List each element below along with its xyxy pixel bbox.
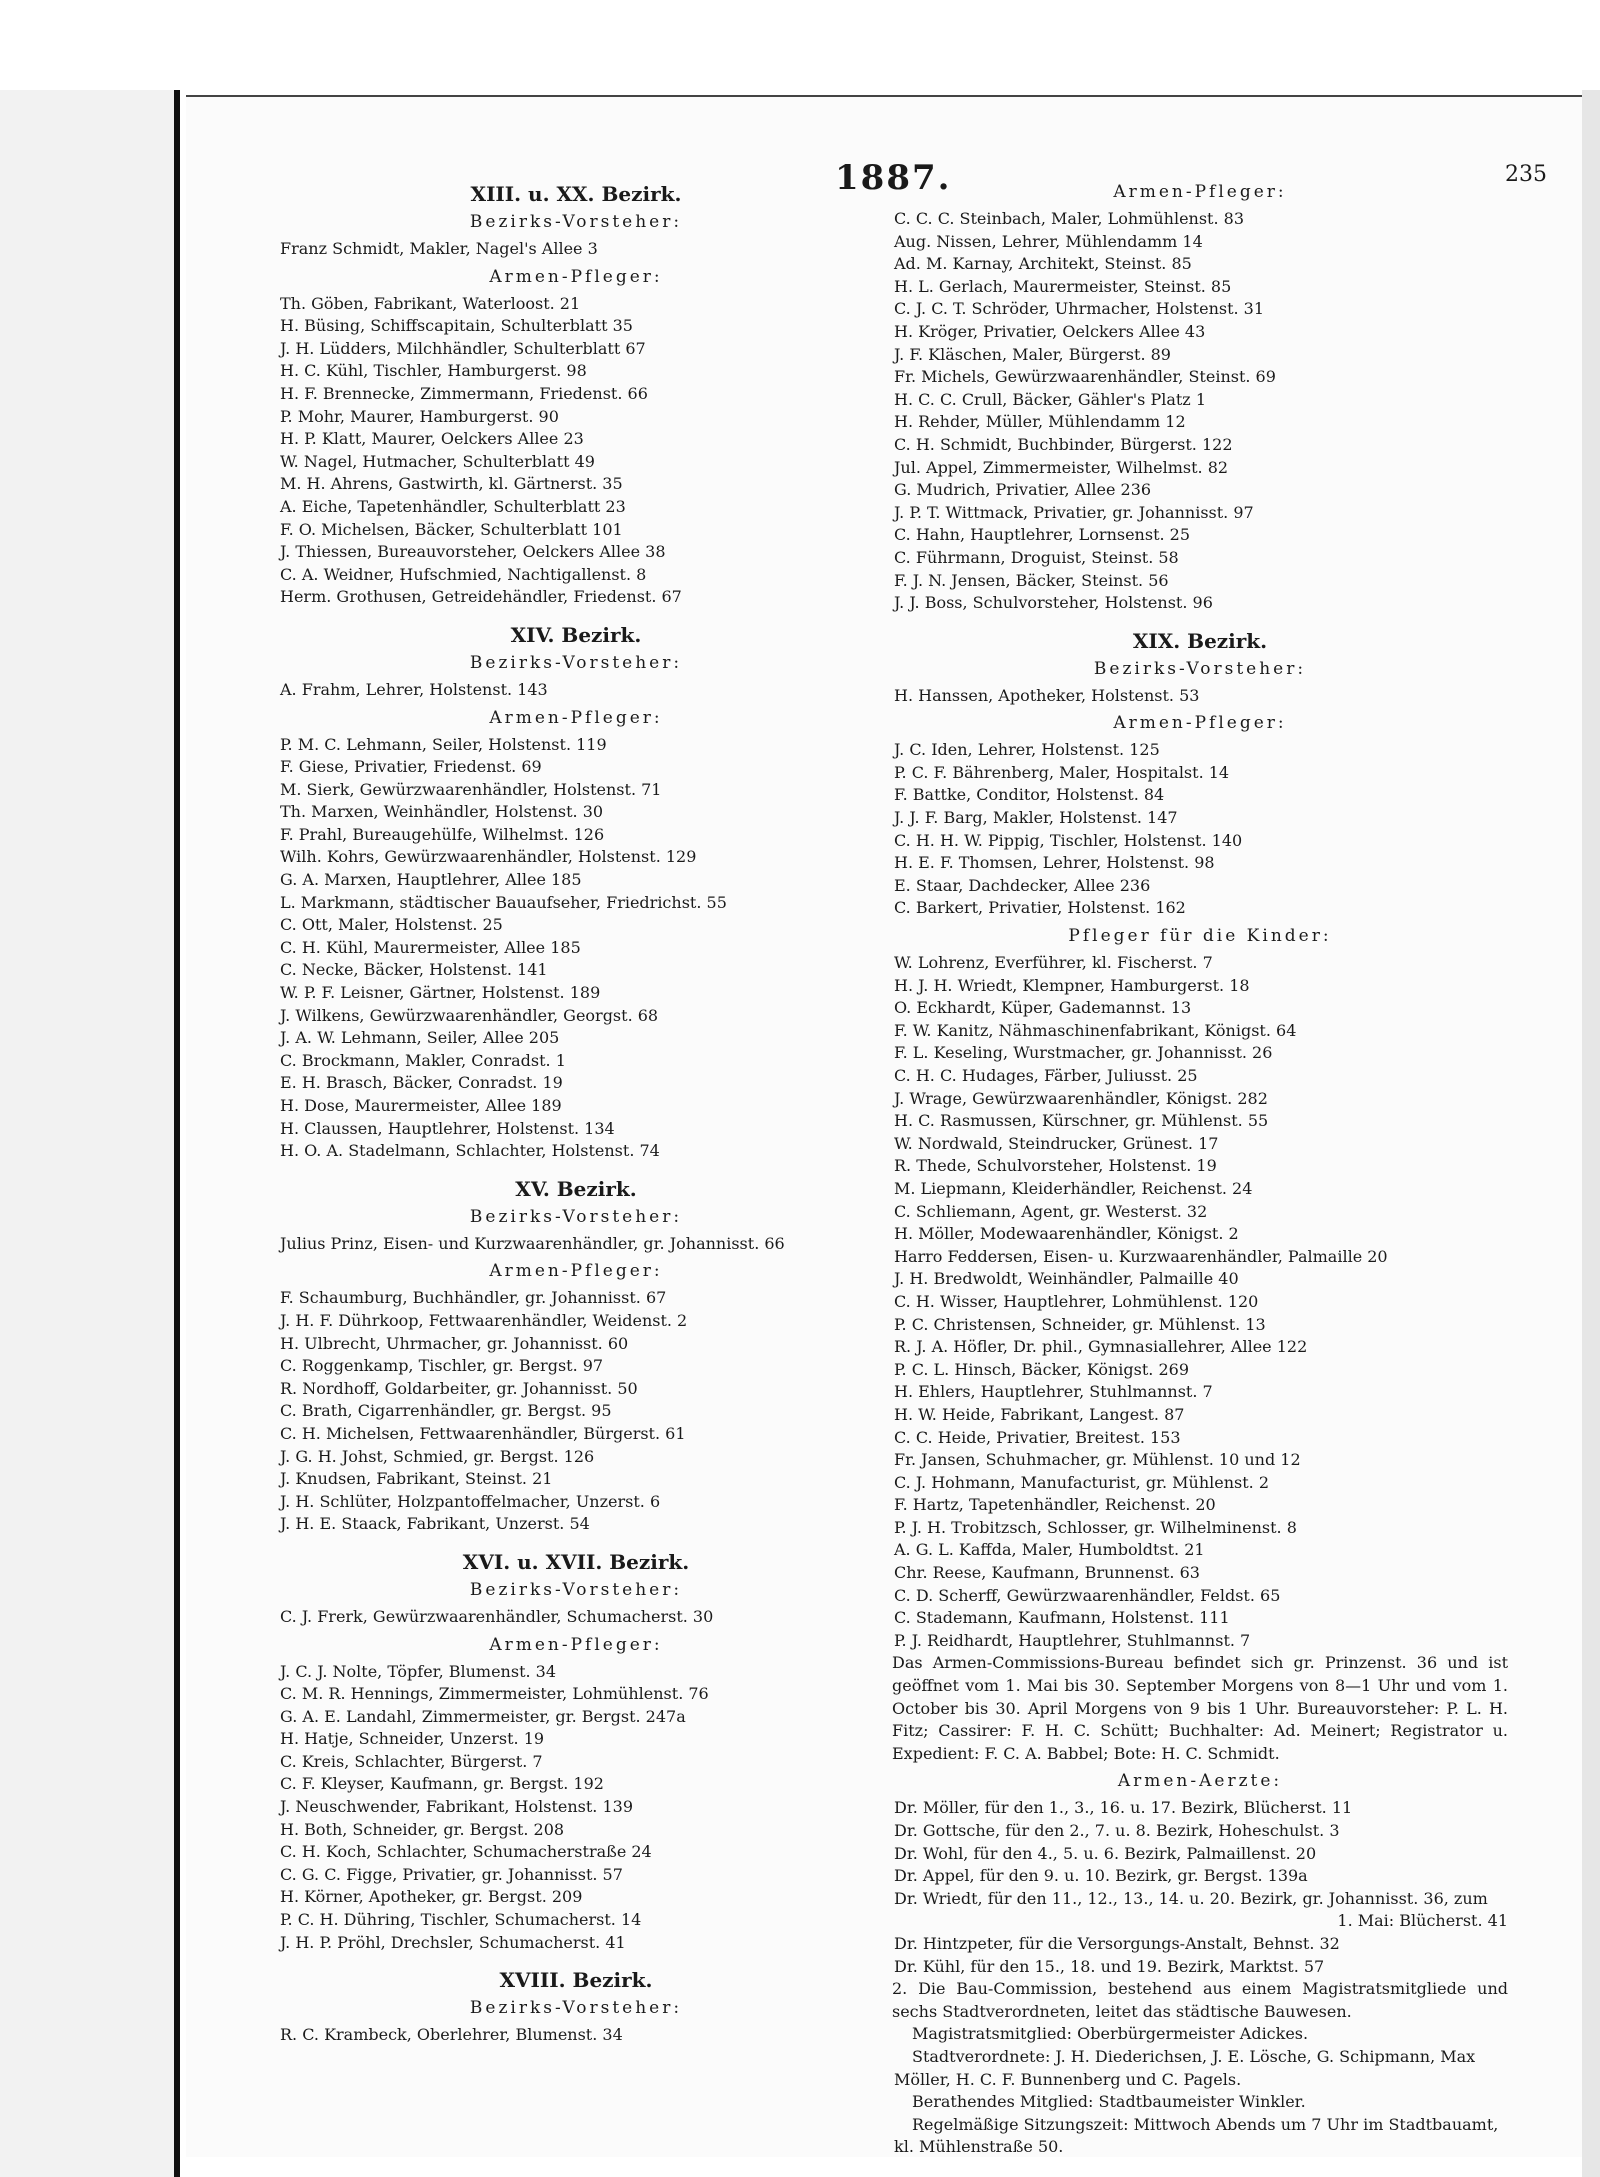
- list-entry: C. H. C. Hudages, Färber, Juliusst. 25: [894, 1066, 1198, 1085]
- list-entry: Th. Göben, Fabrikant, Waterloost. 21: [280, 293, 581, 313]
- list-entry: C. H. Schmidt, Buchbinder, Bürgerst. 122: [894, 434, 1233, 454]
- list-entry: Dr. Appel, für den 9. u. 10. Bezirk, gr. Bergst. 139a: [894, 1866, 1308, 1886]
- list-entry: Dr. Wohl, für den 4., 5. u. 6. Bezirk, Palmaillenst. 20: [894, 1843, 1317, 1863]
- list-entry: O. Eckhardt, Küper, Gademannst. 13: [894, 998, 1192, 1018]
- list-entry: H. Ulbrecht, Uhrmacher, gr. Johannisst. 60: [280, 1333, 629, 1353]
- section-heading: Armen-Pfleger:: [489, 707, 663, 728]
- list-entry: G. A. Marxen, Hauptlehrer, Allee 185: [280, 870, 582, 890]
- list-entry: F. Schaumburg, Buchhändler, gr. Johannisst. 67: [280, 1288, 667, 1308]
- section-heading: Bezirks-Vorsteher:: [1093, 658, 1307, 679]
- list-entry: C. M. R. Hennings, Zimmermeister, Lohmühlenst. 76: [280, 1684, 709, 1704]
- list-entry: H. Körner, Apotheker, gr. Bergst. 209: [280, 1887, 583, 1907]
- list-entry: W. Nordwald, Steindrucker, Grünest. 17: [894, 1133, 1219, 1153]
- list-entry: W. P. F. Leisner, Gärtner, Holstenst. 189: [280, 983, 601, 1003]
- list-entry: Th. Marxen, Weinhändler, Holstenst. 30: [280, 802, 604, 822]
- list-entry: J. C. Iden, Lehrer, Holstenst. 125: [894, 740, 1160, 760]
- list-entry: Magistratsmitglied: Oberbürgermeister Adickes.: [912, 2024, 1309, 2044]
- list-entry: H. P. Klatt, Maurer, Oelckers Allee 23: [280, 429, 584, 449]
- list-entry: H. F. Brennecke, Zimmermann, Friedenst. 66: [280, 383, 648, 403]
- list-entry: P. C. H. Dühring, Tischler, Schumacherst. 14: [280, 1910, 642, 1930]
- list-entry: J. A. W. Lehmann, Seiler, Allee 205: [280, 1028, 560, 1048]
- district-heading: XV. Bezirk.: [515, 1176, 637, 1201]
- list-entry: C. C. C. Steinbach, Maler, Lohmühlenst. 83: [894, 209, 1245, 228]
- list-entry: J. H. P. Pröhl, Drechsler, Schumacherst. 41: [280, 1932, 626, 1952]
- list-entry: C. Führmann, Droguist, Steinst. 58: [894, 547, 1179, 567]
- list-entry: H. Hatje, Schneider, Unzerst. 19: [280, 1729, 545, 1749]
- list-entry: C. Brath, Cigarrenhändler, gr. Bergst. 95: [280, 1401, 612, 1421]
- list-entry: C. J. Frerk, Gewürzwaarenhändler, Schumacherst. 30: [280, 1606, 714, 1626]
- list-entry: J. Thiessen, Bureauvorsteher, Oelckers Allee 38: [280, 542, 666, 562]
- list-entry: A. G. L. Kaffda, Maler, Humboldtst. 21: [894, 1540, 1205, 1560]
- list-entry: F. J. N. Jensen, Bäcker, Steinst. 56: [894, 570, 1169, 590]
- district-heading: XIV. Bezirk.: [510, 622, 642, 647]
- list-entry: C. Brockmann, Makler, Conradst. 1: [280, 1050, 566, 1070]
- list-entry: C. Ott, Maler, Holstenst. 25: [280, 915, 503, 935]
- list-entry: C. Hahn, Hauptlehrer, Lornsenst. 25: [894, 525, 1191, 545]
- list-entry: H. Kröger, Privatier, Oelckers Allee 43: [894, 321, 1206, 341]
- section-heading: Armen-Pfleger:: [489, 1634, 663, 1655]
- list-entry: P. Mohr, Maurer, Hamburgerst. 90: [280, 406, 559, 426]
- section-heading: Armen-Aerzte:: [1117, 1771, 1283, 1792]
- list-entry: J. H. F. Dührkoop, Fettwaarenhändler, Weidenst. 2: [280, 1310, 688, 1330]
- list-entry: P. C. Christensen, Schneider, gr. Mühlenst. 13: [894, 1314, 1266, 1334]
- list-entry: Fr. Jansen, Schuhmacher, gr. Mühlenst. 10 und 12: [894, 1450, 1301, 1470]
- list-entry: 1. Mai: Blücherst. 41: [1337, 1911, 1508, 1931]
- list-entry: H. Ehlers, Hauptlehrer, Stuhlmannst. 7: [894, 1382, 1213, 1402]
- list-entry: R. C. Krambeck, Oberlehrer, Blumenst. 34: [280, 2025, 623, 2045]
- list-entry: H. Both, Schneider, gr. Bergst. 208: [280, 1819, 565, 1839]
- section-heading: Armen-Pfleger:: [1113, 713, 1287, 734]
- list-entry: C. Roggenkamp, Tischler, gr. Bergst. 97: [280, 1356, 604, 1376]
- page-number: 235: [1505, 162, 1547, 187]
- list-entry: P. C. L. Hinsch, Bäcker, Königst. 269: [894, 1359, 1190, 1379]
- list-entry: F. L. Keseling, Wurstmacher, gr. Johannisst. 26: [894, 1043, 1273, 1063]
- list-entry: H. Dose, Maurermeister, Allee 189: [280, 1096, 562, 1115]
- list-entry: J. Wilkens, Gewürzwaarenhändler, Georgst. 68: [280, 1005, 659, 1025]
- list-entry: F. W. Kanitz, Nähmaschinenfabrikant, Königst. 64: [894, 1020, 1297, 1040]
- list-entry: Fr. Michels, Gewürzwaarenhändler, Steinst. 69: [894, 367, 1276, 387]
- section-heading: Bezirks-Vorsteher:: [469, 212, 683, 232]
- section-heading: Bezirks-Vorsteher:: [469, 1206, 683, 1227]
- list-entry: P. J. Reidhardt, Hauptlehrer, Stuhlmannst. 7: [894, 1630, 1251, 1650]
- list-entry: L. Markmann, städtischer Bauaufseher, Friedrichst. 55: [280, 892, 727, 912]
- section-heading: Pfleger für die Kinder:: [1068, 926, 1332, 947]
- section-heading: Armen-Pfleger:: [489, 1261, 663, 1282]
- list-entry: F. Giese, Privatier, Friedenst. 69: [280, 757, 542, 777]
- list-entry: Aug. Nissen, Lehrer, Mühlendamm 14: [894, 231, 1203, 251]
- list-entry: C. Barkert, Privatier, Holstenst. 162: [894, 898, 1186, 918]
- section-heading: Bezirks-Vorsteher:: [469, 1998, 683, 2019]
- section-heading: Armen-Pfleger:: [489, 266, 663, 287]
- list-entry: Dr. Möller, für den 1., 3., 16. u. 17. Bezirk, Blücherst. 11: [894, 1798, 1353, 1818]
- list-entry: Julius Prinz, Eisen- und Kurzwaarenhändler, gr. Johannisst. 66: [280, 1233, 785, 1253]
- list-entry: G. A. E. Landahl, Zimmermeister, gr. Bergst. 247a: [280, 1706, 686, 1726]
- list-entry: J. H. E. Staack, Fabrikant, Unzerst. 54: [280, 1514, 590, 1534]
- list-entry: Regelmäßige Sitzungszeit: Mittwoch Abends um 7 Uhr im Stadtbauamt,: [912, 2114, 1499, 2134]
- list-entry: M. Liepmann, Kleiderhändler, Reichenst. 24: [894, 1178, 1253, 1198]
- list-entry: W. Lohrenz, Everführer, kl. Fischerst. 7: [894, 953, 1213, 973]
- district-heading: XIII. u. XX. Bezirk.: [470, 182, 682, 206]
- paragraph: 2. Die Bau-Commission, bestehend aus einem Magistratsmitgliede und sechs Stadtverordneten, leitet das städtische Bauwesen.: [892, 1979, 1508, 2021]
- list-entry: Stadtverordnete: J. H. Diederichsen, J. E. Lösche, G. Schipmann, Max: [912, 2046, 1476, 2066]
- list-entry: C. H. H. W. Pippig, Tischler, Holstenst. 140: [894, 830, 1243, 850]
- list-entry: F. Hartz, Tapetenhändler, Reichenst. 20: [894, 1495, 1216, 1515]
- list-entry: M. H. Ahrens, Gastwirth, kl. Gärtnerst. 35: [280, 474, 623, 494]
- previous-page-edge: [0, 90, 178, 2177]
- list-entry: H. C. Kühl, Tischler, Hamburgerst. 98: [280, 361, 587, 381]
- section-heading: Bezirks-Vorsteher:: [469, 652, 683, 673]
- list-entry: C. H. Kühl, Maurermeister, Allee 185: [280, 937, 581, 957]
- list-entry: R. J. A. Höfler, Dr. phil., Gymnasiallehrer, Allee 122: [894, 1337, 1308, 1357]
- list-entry: F. Battke, Conditor, Holstenst. 84: [894, 785, 1165, 805]
- list-entry: R. Thede, Schulvorsteher, Holstenst. 19: [894, 1156, 1217, 1176]
- list-entry: C. H. Michelsen, Fettwaarenhändler, Bürgerst. 61: [280, 1423, 686, 1443]
- list-entry: Dr. Gottsche, für den 2., 7. u. 8. Bezirk, Hoheschulst. 3: [894, 1821, 1340, 1840]
- list-entry: Chr. Reese, Kaufmann, Brunnenst. 63: [894, 1563, 1200, 1583]
- list-entry: H. E. F. Thomsen, Lehrer, Holstenst. 98: [894, 853, 1215, 873]
- list-entry: Wilh. Kohrs, Gewürzwaarenhändler, Holstenst. 129: [280, 847, 697, 867]
- paragraph: Das Armen-Commissions-Bureau befindet sich gr. Prinzenst. 36 und ist geöffnet vom 1. Mai bis 30. September Morgens von 8—1 Uhr und vom 1. October bis 30. April Morgens von 9 bis 1 Uhr. Bureauvorsteher: P. L. H. Fitz; Cassirer: F. H. C. Schütt; Buchhalter: Ad. Meinert; Registrator u. Expedient: F. C. A. Babbel; Bote: H. C. Schmidt.: [892, 1653, 1508, 1763]
- list-entry: P. J. H. Trobitzsch, Schlosser, gr. Wilhelminenst. 8: [894, 1517, 1297, 1537]
- district-heading: XVI. u. XVII. Bezirk.: [462, 1549, 690, 1574]
- district-heading: XIX. Bezirk.: [1132, 628, 1268, 653]
- list-entry: Dr. Wriedt, für den 11., 12., 13., 14. u. 20. Bezirk, gr. Johannisst. 36, zum: [894, 1888, 1488, 1908]
- list-entry: Möller, H. C. F. Bunnenberg und C. Pagels.: [894, 2069, 1242, 2089]
- list-entry: J. J. F. Barg, Makler, Holstenst. 147: [894, 808, 1178, 828]
- list-entry: J. Neuschwender, Fabrikant, Holstenst. 139: [280, 1797, 634, 1817]
- list-entry: P. C. F. Bährenberg, Maler, Hospitalst. 14: [894, 762, 1230, 782]
- list-entry: C. Schliemann, Agent, gr. Westerst. 32: [894, 1201, 1208, 1221]
- list-entry: H. Claussen, Hauptlehrer, Holstenst. 134: [280, 1118, 615, 1138]
- list-entry: Ad. M. Karnay, Architekt, Steinst. 85: [894, 254, 1192, 274]
- list-entry: R. Nordhoff, Goldarbeiter, gr. Johannisst. 50: [280, 1378, 638, 1398]
- list-entry: C. Necke, Bäcker, Holstenst. 141: [280, 960, 548, 980]
- list-entry: H. Rehder, Müller, Mühlendamm 12: [894, 412, 1186, 432]
- list-entry: W. Nagel, Hutmacher, Schulterblatt 49: [280, 451, 595, 471]
- list-entry: J. Wrage, Gewürzwaarenhändler, Königst. 282: [894, 1088, 1268, 1108]
- list-entry: F. Prahl, Bureaugehülfe, Wilhelmst. 126: [280, 824, 605, 844]
- list-entry: H. W. Heide, Fabrikant, Langest. 87: [894, 1404, 1185, 1424]
- list-entry: Jul. Appel, Zimmermeister, Wilhelmst. 82: [894, 457, 1229, 477]
- list-entry: C. J. C. T. Schröder, Uhrmacher, Holstenst. 31: [894, 299, 1265, 319]
- left-column: [276, 182, 876, 2047]
- list-entry: C. Stademann, Kaufmann, Holstenst. 111: [894, 1608, 1230, 1628]
- list-entry: C. H. Koch, Schlachter, Schumacherstraße 24: [280, 1842, 652, 1862]
- list-entry: P. M. C. Lehmann, Seiler, Holstenst. 119: [280, 734, 607, 754]
- list-entry: J. C. J. Nolte, Töpfer, Blumenst. 34: [280, 1661, 557, 1681]
- list-entry: J. H. Bredwoldt, Weinhändler, Palmaille 40: [894, 1269, 1239, 1289]
- section-heading: Bezirks-Vorsteher:: [469, 1579, 683, 1600]
- list-entry: C. J. Hohmann, Manufacturist, gr. Mühlenst. 2: [894, 1472, 1270, 1492]
- list-entry: H. Möller, Modewaarenhändler, Königst. 2: [894, 1224, 1239, 1244]
- list-entry: J. F. Kläschen, Maler, Bürgerst. 89: [894, 344, 1171, 364]
- right-column: [892, 182, 1508, 2159]
- list-entry: J. J. Boss, Schulvorsteher, Holstenst. 96: [894, 593, 1213, 613]
- list-entry: J. H. Lüdders, Milchhändler, Schulterblatt 67: [280, 338, 646, 358]
- list-entry: G. Mudrich, Privatier, Allee 236: [894, 480, 1152, 500]
- list-entry: Dr. Kühl, für den 15., 18. und 19. Bezirk, Marktst. 57: [894, 1956, 1325, 1976]
- list-entry: C. A. Weidner, Hufschmied, Nachtigallenst. 8: [280, 564, 647, 584]
- list-entry: Herm. Grothusen, Getreidehändler, Friedenst. 67: [280, 587, 682, 607]
- list-entry: H. C. C. Crull, Bäcker, Gähler's Platz 1: [894, 389, 1206, 409]
- list-entry: A. Frahm, Lehrer, Holstenst. 143: [280, 679, 548, 699]
- list-entry: Franz Schmidt, Makler, Nagel's Allee 3: [280, 239, 598, 258]
- list-entry: C. Kreis, Schlachter, Bürgerst. 7: [280, 1751, 543, 1771]
- list-entry: E. H. Brasch, Bäcker, Conradst. 19: [280, 1073, 563, 1093]
- list-entry: J. G. H. Johst, Schmied, gr. Bergst. 126: [280, 1446, 595, 1466]
- list-entry: Dr. Hintzpeter, für die Versorgungs-Anstalt, Behnst. 32: [894, 1933, 1340, 1953]
- page-right-edge: [1582, 90, 1600, 2177]
- list-entry: A. Eiche, Tapetenhändler, Schulterblatt 23: [280, 496, 626, 516]
- list-entry: F. O. Michelsen, Bäcker, Schulterblatt 101: [280, 519, 623, 539]
- list-entry: C. H. Wisser, Hauptlehrer, Lohmühlenst. 120: [894, 1291, 1259, 1311]
- scan-top-margin: [0, 0, 1600, 90]
- list-entry: C. C. Heide, Privatier, Breitest. 153: [894, 1427, 1181, 1447]
- section-heading: Armen-Pfleger:: [1113, 182, 1287, 202]
- list-entry: E. Staar, Dachdecker, Allee 236: [894, 875, 1151, 895]
- list-entry: H. Hanssen, Apotheker, Holstenst. 53: [894, 685, 1200, 705]
- list-entry: H. C. Rasmussen, Kürschner, gr. Mühlenst. 55: [894, 1111, 1269, 1131]
- list-entry: J. H. Schlüter, Holzpantoffelmacher, Unzerst. 6: [280, 1491, 661, 1511]
- list-entry: C. G. C. Figge, Privatier, gr. Johannisst. 57: [280, 1864, 623, 1884]
- list-entry: C. D. Scherff, Gewürzwaarenhändler, Feldst. 65: [894, 1585, 1281, 1605]
- list-entry: H. J. H. Wriedt, Klempner, Hamburgerst. 18: [894, 975, 1250, 995]
- list-entry: J. Knudsen, Fabrikant, Steinst. 21: [280, 1469, 553, 1489]
- district-heading: XVIII. Bezirk.: [499, 1968, 653, 1993]
- list-entry: M. Sierk, Gewürzwaarenhändler, Holstenst. 71: [280, 779, 662, 799]
- list-entry: kl. Mühlenstraße 50.: [894, 2137, 1064, 2157]
- list-entry: C. F. Kleyser, Kaufmann, gr. Bergst. 192: [280, 1774, 604, 1794]
- list-entry: H. O. A. Stadelmann, Schlachter, Holstenst. 74: [280, 1141, 660, 1161]
- list-entry: J. P. T. Wittmack, Privatier, gr. Johannisst. 97: [894, 502, 1254, 522]
- book-gutter: [174, 90, 180, 2177]
- list-entry: H. L. Gerlach, Maurermeister, Steinst. 85: [894, 276, 1232, 296]
- list-entry: Berathendes Mitglied: Stadtbaumeister Winkler.: [912, 2092, 1306, 2112]
- list-entry: Harro Feddersen, Eisen- u. Kurzwaarenhändler, Palmaille 20: [894, 1246, 1388, 1266]
- list-entry: H. Büsing, Schiffscapitain, Schulterblatt 35: [280, 316, 633, 336]
- page-year: 1887.: [835, 158, 952, 198]
